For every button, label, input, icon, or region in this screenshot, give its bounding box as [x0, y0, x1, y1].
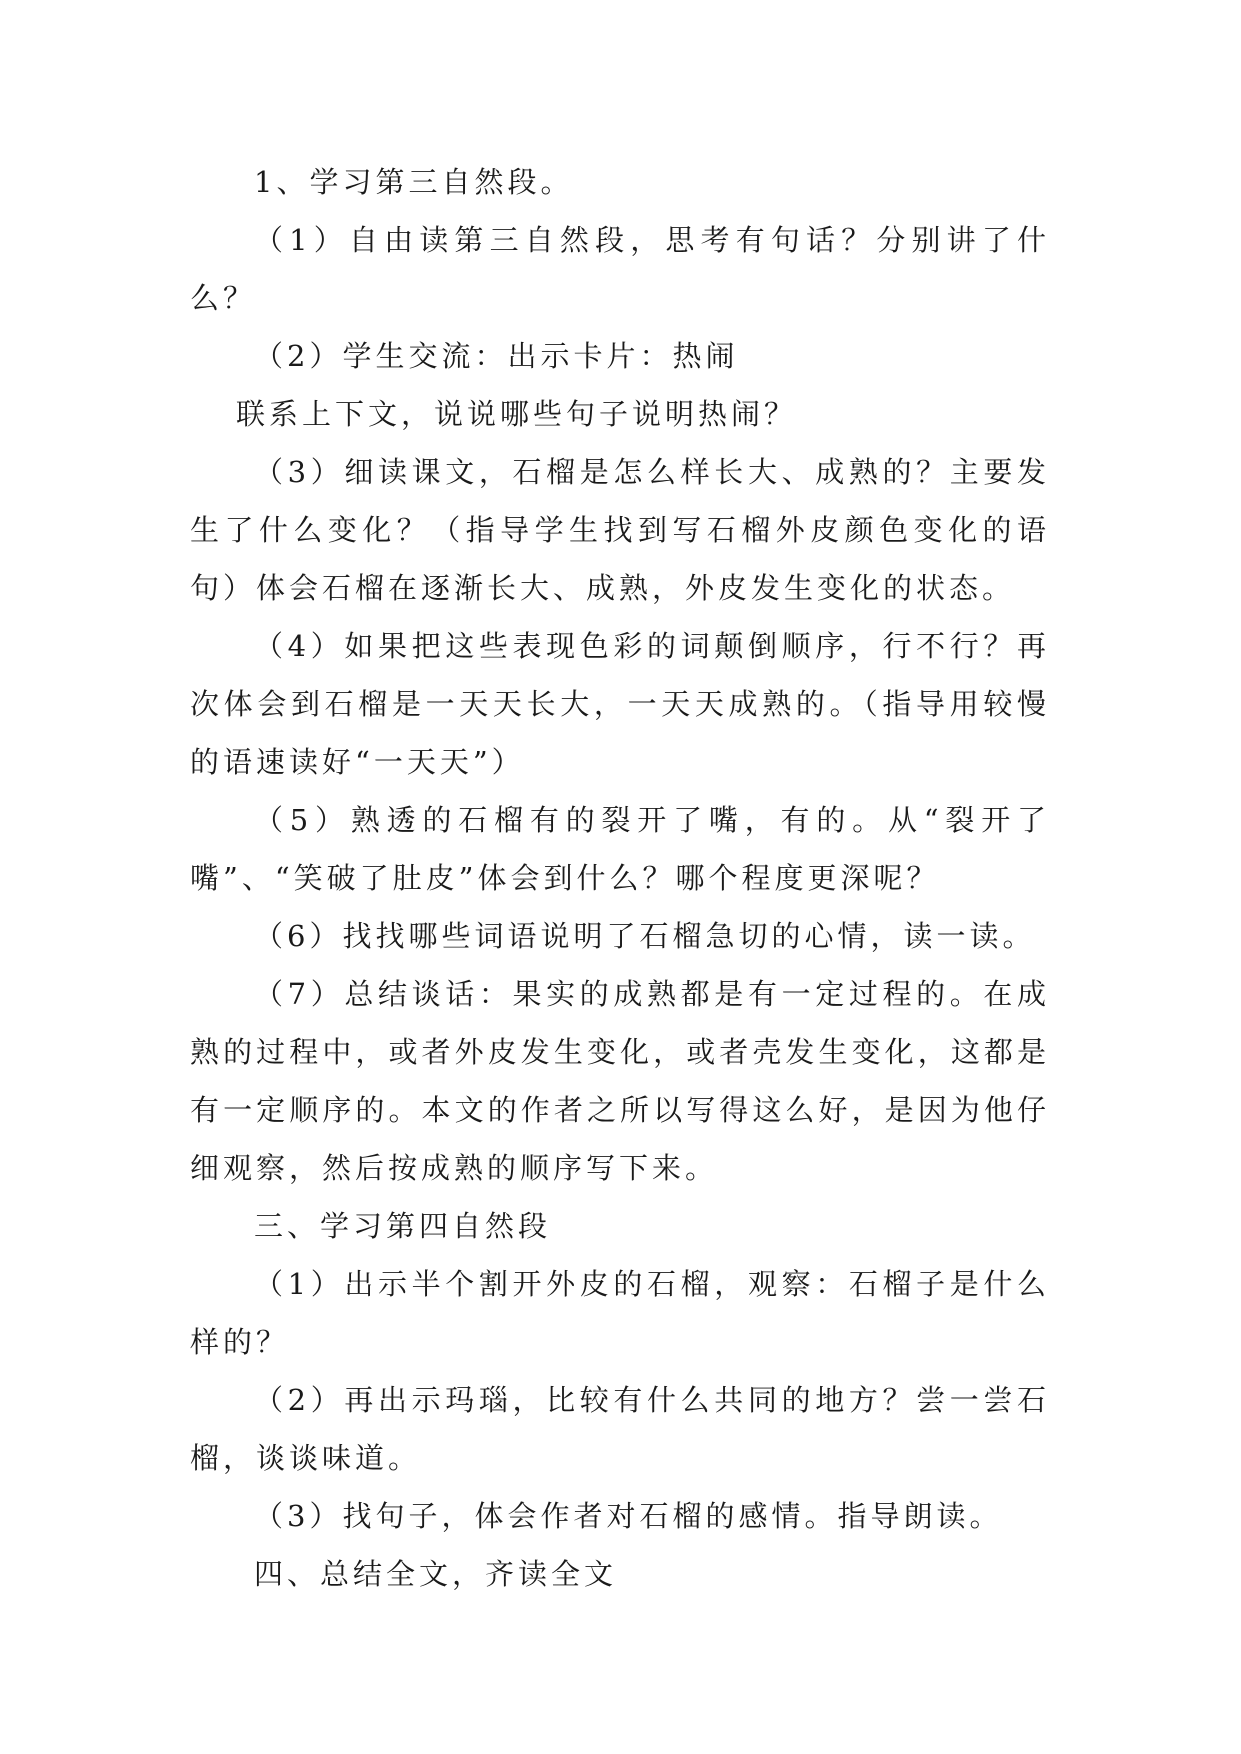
paragraph-item-3: （3）细读课文，石榴是怎么样长大、成熟的？主要发生了什么变化？（指导学生找到写石榴外皮颜色变化的语句）体会石榴在逐渐长大、成熟，外皮发生变化的状态。	[190, 455, 1050, 605]
paragraph-item-2: （2）学生交流：出示卡片：热闹	[254, 339, 739, 373]
paragraph-context-question: 联系上下文，说说哪些句子说明热闹？	[236, 397, 798, 431]
document-body	[190, 153, 1050, 1603]
paragraph-item-4: （4）如果把这些表现色彩的词颠倒顺序，行不行？再次体会到石榴是一天天长大，一天天成熟的。（指导用较慢的语速读好“一天天”）	[190, 629, 1050, 779]
paragraph-section-3-item-3: （3）找句子，体会作者对石榴的感情。指导朗读。	[254, 1499, 1003, 1533]
paragraph-section-3-item-2: （2）再出示玛瑙，比较有什么共同的地方？尝一尝石榴，谈谈味道。	[190, 1383, 1050, 1475]
paragraph-section-3-item-1: （1）出示半个割开外皮的石榴，观察：石榴子是什么样的？	[190, 1267, 1050, 1359]
paragraph-item-5: （5）熟透的石榴有的裂开了嘴，有的。从“裂开了嘴”、“笑破了肚皮”体会到什么？哪个程度更深呢？	[190, 803, 1050, 895]
paragraph-item-1: （1）自由读第三自然段，思考有句话？分别讲了什么？	[190, 223, 1050, 315]
paragraph-section-4-heading: 四、总结全文，齐读全文	[254, 1557, 618, 1591]
paragraph-item-7: （7）总结谈话：果实的成熟都是有一定过程的。在成熟的过程中，或者外皮发生变化，或者壳发生变化，这都是有一定顺序的。本文的作者之所以写得这么好，是因为他仔细观察，然后按成熟的顺序写下来。	[190, 977, 1050, 1185]
paragraph-section-3-heading: 三、学习第四自然段	[254, 1209, 552, 1243]
paragraph-item-6: （6）找找哪些词语说明了石榴急切的心情，读一读。	[254, 919, 1036, 953]
paragraph-section-1-heading: 1、学习第三自然段。	[254, 165, 574, 199]
